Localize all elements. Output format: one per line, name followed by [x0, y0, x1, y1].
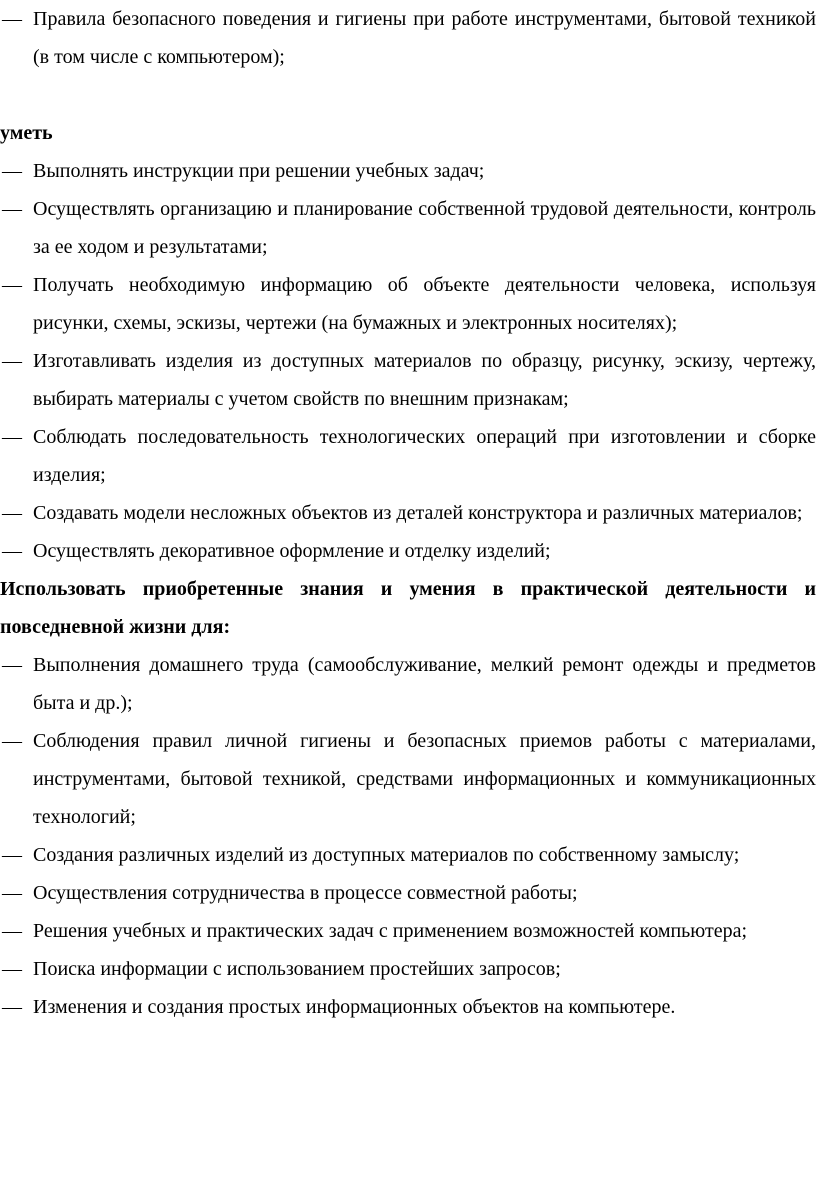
list-item: [0, 874, 816, 912]
dash-bullet: —: [2, 654, 22, 676]
list-item: [0, 190, 816, 266]
list-item: [0, 722, 816, 836]
list-item: [0, 646, 816, 722]
dash-bullet: —: [2, 198, 22, 220]
list-item-text: Осуществлять организацию и планирование собственной трудовой деятельности, контроль за ее ходом и результатами;: [33, 198, 816, 258]
list-item-text: Создания различных изделий из доступных материалов по собственному замыслу;: [33, 844, 740, 866]
section-use: [0, 570, 816, 1026]
list-item: [0, 266, 816, 342]
list-item: [0, 494, 816, 532]
blank-line: [0, 76, 816, 114]
list-item-text: Поиска информации с использованием простейших запросов;: [33, 958, 561, 980]
dash-bullet: —: [2, 502, 22, 524]
list-item: [0, 912, 816, 950]
dash-bullet: —: [2, 882, 22, 904]
list-item: [0, 988, 816, 1026]
dash-bullet: —: [2, 730, 22, 752]
list-item-text: Изменения и создания простых информационных объектов на компьютере.: [33, 996, 676, 1018]
list-item-text: Получать необходимую информацию об объекте деятельности человека, используя рисунки, схемы, эскизы, чертежи (на бумажных и электронных носителях);: [33, 274, 816, 334]
list-item: [0, 532, 816, 570]
list-item-text: Соблюдать последовательность технологических операций при изготовлении и сборке изделия;: [33, 426, 816, 486]
dash-bullet: —: [2, 920, 22, 942]
list-item: [0, 418, 816, 494]
list-item: [0, 836, 816, 874]
list-item-text: Решения учебных и практических задач с применением возможностей компьютера;: [33, 920, 748, 942]
list-item: [0, 950, 816, 988]
dash-bullet: —: [2, 540, 22, 562]
list-item: [0, 0, 816, 76]
dash-bullet: —: [2, 958, 22, 980]
list-item-text: Создавать модели несложных объектов из деталей конструктора и различных материалов;: [33, 502, 803, 524]
dash-bullet: —: [2, 350, 22, 372]
section-heading-use: Использовать приобретенные знания и умения в практической деятельности и повседневной жизни для:: [0, 578, 816, 638]
list-item-text: Осуществлять декоративное оформление и отделку изделий;: [33, 540, 551, 562]
list-item-text: Выполнения домашнего труда (самообслуживание, мелкий ремонт одежды и предметов быта и др.);: [33, 654, 816, 714]
list-item: [0, 152, 816, 190]
section-umet: [0, 114, 816, 570]
dash-bullet: —: [2, 8, 22, 30]
dash-bullet: —: [2, 274, 22, 296]
dash-bullet: —: [2, 426, 22, 448]
list-item: [0, 342, 816, 418]
list-item-text: Соблюдения правил личной гигиены и безопасных приемов работы с материалами, инструментами, бытовой техникой, средствами информационных и коммуникационных технологий;: [33, 730, 816, 828]
list-item-text: Выполнять инструкции при решении учебных задач;: [33, 160, 485, 182]
list-item-text: Правила безопасного поведения и гигиены при работе инструментами, бытовой техникой (в том числе с компьютером);: [33, 8, 816, 68]
section-heading-umet: уметь: [0, 122, 53, 144]
dash-bullet: —: [2, 844, 22, 866]
dash-bullet: —: [2, 160, 22, 182]
list-item-text: Изготавливать изделия из доступных материалов по образцу, рисунку, эскизу, чертежу, выбирать материалы с учетом свойств по внешним признакам;: [33, 350, 816, 410]
list-item-text: Осуществления сотрудничества в процессе совместной работы;: [33, 882, 578, 904]
intro-list: [0, 0, 816, 76]
dash-bullet: —: [2, 996, 22, 1018]
